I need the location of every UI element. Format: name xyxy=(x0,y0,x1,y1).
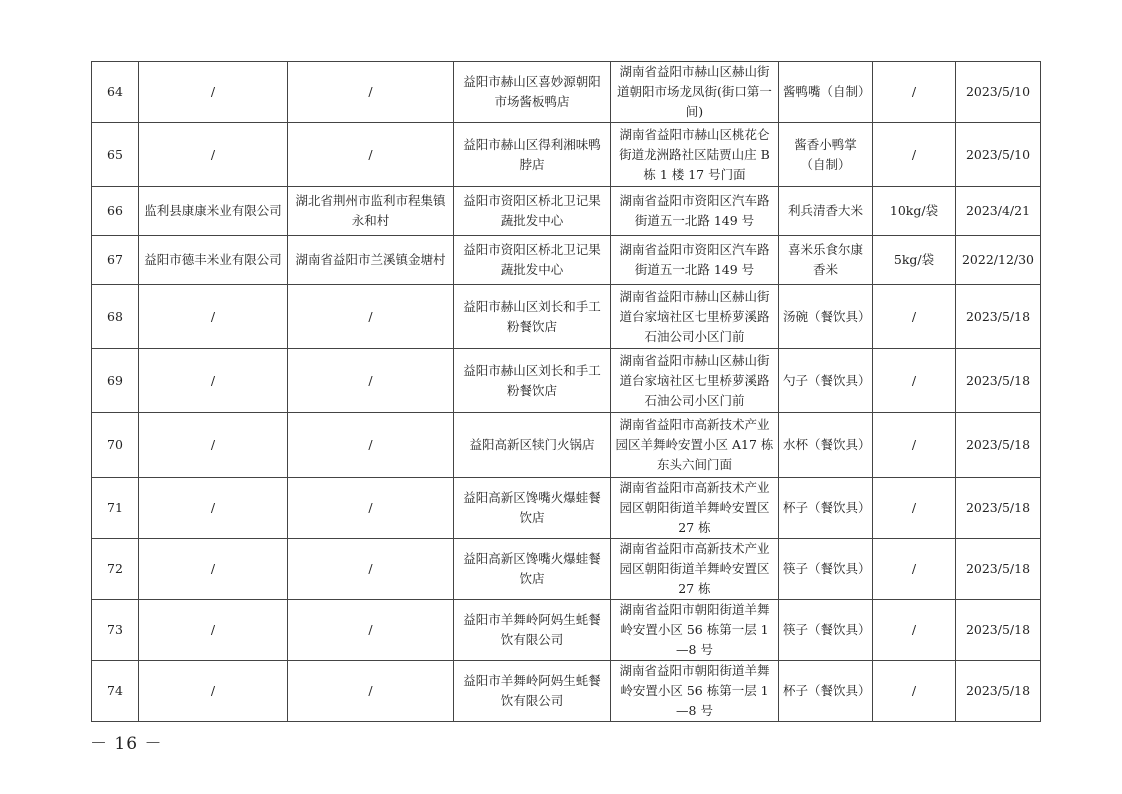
production-date-cell: 2023/5/10 xyxy=(956,123,1041,187)
product-name-cell: 喜米乐食尔康香米 xyxy=(779,236,873,285)
specification-cell: / xyxy=(873,661,956,722)
seller-name-cell: 益阳市资阳区桥北卫记果蔬批发中心 xyxy=(454,236,611,285)
row-number-cell: 70 xyxy=(92,413,139,478)
product-name-cell: 勺子（餐饮具） xyxy=(779,349,873,413)
specification-cell: / xyxy=(873,478,956,539)
seller-address-cell: 湖南省益阳市赫山区赫山街道台家垴社区七里桥萝溪路石油公司小区门前 xyxy=(611,349,779,413)
producer-address-cell: / xyxy=(288,600,454,661)
producer-address-cell: / xyxy=(288,123,454,187)
production-date-cell: 2022/12/30 xyxy=(956,236,1041,285)
row-number-cell: 66 xyxy=(92,187,139,236)
product-name-cell: 筷子（餐饮具） xyxy=(779,600,873,661)
producer-name-cell: / xyxy=(139,349,288,413)
producer-name-cell: / xyxy=(139,539,288,600)
production-date-cell: 2023/5/18 xyxy=(956,539,1041,600)
row-number-cell: 67 xyxy=(92,236,139,285)
specification-cell: 10kg/袋 xyxy=(873,187,956,236)
product-name-cell: 杯子（餐饮具） xyxy=(779,478,873,539)
seller-address-cell: 湖南省益阳市赫山区赫山街道台家垴社区七里桥萝溪路石油公司小区门前 xyxy=(611,285,779,349)
producer-name-cell: 监利县康康米业有限公司 xyxy=(139,187,288,236)
table-row xyxy=(92,187,1041,236)
table-row xyxy=(92,349,1041,413)
table-body xyxy=(92,62,1041,722)
production-date-cell: 2023/5/18 xyxy=(956,478,1041,539)
seller-name-cell: 益阳市羊舞岭阿妈生蚝餐饮有限公司 xyxy=(454,661,611,722)
table-row xyxy=(92,539,1041,600)
seller-address-cell: 湖南省益阳市资阳区汽车路街道五一北路 149 号 xyxy=(611,236,779,285)
specification-cell: 5kg/袋 xyxy=(873,236,956,285)
producer-name-cell: / xyxy=(139,413,288,478)
specification-cell: / xyxy=(873,413,956,478)
table-row xyxy=(92,413,1041,478)
production-date-cell: 2023/4/21 xyxy=(956,187,1041,236)
row-number-cell: 74 xyxy=(92,661,139,722)
producer-address-cell: / xyxy=(288,413,454,478)
specification-cell: / xyxy=(873,600,956,661)
seller-address-cell: 湖南省益阳市高新技术产业园区羊舞岭安置小区 A17 栋东头六间门面 xyxy=(611,413,779,478)
product-name-cell: 杯子（餐饮具） xyxy=(779,661,873,722)
table-row xyxy=(92,123,1041,187)
producer-address-cell: / xyxy=(288,285,454,349)
producer-name-cell: / xyxy=(139,600,288,661)
producer-address-cell: 湖北省荆州市监利市程集镇永和村 xyxy=(288,187,454,236)
producer-name-cell: 益阳市德丰米业有限公司 xyxy=(139,236,288,285)
seller-name-cell: 益阳高新区犊门火锅店 xyxy=(454,413,611,478)
production-date-cell: 2023/5/18 xyxy=(956,285,1041,349)
product-name-cell: 酱鸭嘴（自制） xyxy=(779,62,873,123)
specification-cell: / xyxy=(873,62,956,123)
seller-name-cell: 益阳市赫山区刘长和手工粉餐饮店 xyxy=(454,285,611,349)
seller-address-cell: 湖南省益阳市赫山区赫山街道朝阳市场龙凤街(街口第一间) xyxy=(611,62,779,123)
producer-name-cell: / xyxy=(139,285,288,349)
table-row xyxy=(92,285,1041,349)
producer-name-cell: / xyxy=(139,478,288,539)
product-name-cell: 酱香小鸭掌（自制） xyxy=(779,123,873,187)
row-number-cell: 64 xyxy=(92,62,139,123)
producer-address-cell: / xyxy=(288,539,454,600)
producer-name-cell: / xyxy=(139,661,288,722)
table-row xyxy=(92,600,1041,661)
product-name-cell: 利兵清香大米 xyxy=(779,187,873,236)
seller-name-cell: 益阳高新区馋嘴火爆蛙餐饮店 xyxy=(454,478,611,539)
product-name-cell: 汤碗（餐饮具） xyxy=(779,285,873,349)
specification-cell: / xyxy=(873,349,956,413)
table-row xyxy=(92,62,1041,123)
specification-cell: / xyxy=(873,285,956,349)
seller-name-cell: 益阳市资阳区桥北卫记果蔬批发中心 xyxy=(454,187,611,236)
seller-address-cell: 湖南省益阳市朝阳街道羊舞岭安置小区 56 栋第一层 1—8 号 xyxy=(611,661,779,722)
seller-address-cell: 湖南省益阳市资阳区汽车路街道五一北路 149 号 xyxy=(611,187,779,236)
production-date-cell: 2023/5/18 xyxy=(956,413,1041,478)
product-name-cell: 筷子（餐饮具） xyxy=(779,539,873,600)
seller-name-cell: 益阳市赫山区喜妙源朝阳市场酱板鸭店 xyxy=(454,62,611,123)
producer-address-cell: 湖南省益阳市兰溪镇金塘村 xyxy=(288,236,454,285)
table-row xyxy=(92,661,1041,722)
producer-address-cell: / xyxy=(288,478,454,539)
row-number-cell: 73 xyxy=(92,600,139,661)
producer-name-cell: / xyxy=(139,62,288,123)
production-date-cell: 2023/5/18 xyxy=(956,349,1041,413)
production-date-cell: 2023/5/10 xyxy=(956,62,1041,123)
specification-cell: / xyxy=(873,123,956,187)
seller-address-cell: 湖南省益阳市高新技术产业园区朝阳街道羊舞岭安置区 27 栋 xyxy=(611,478,779,539)
production-date-cell: 2023/5/18 xyxy=(956,661,1041,722)
seller-name-cell: 益阳高新区馋嘴火爆蛙餐饮店 xyxy=(454,539,611,600)
table-row xyxy=(92,478,1041,539)
row-number-cell: 69 xyxy=(92,349,139,413)
seller-name-cell: 益阳市赫山区得利湘味鸭脖店 xyxy=(454,123,611,187)
producer-name-cell: / xyxy=(139,123,288,187)
table-row xyxy=(92,236,1041,285)
seller-name-cell: 益阳市赫山区刘长和手工粉餐饮店 xyxy=(454,349,611,413)
specification-cell: / xyxy=(873,539,956,600)
producer-address-cell: / xyxy=(288,349,454,413)
seller-address-cell: 湖南省益阳市高新技术产业园区朝阳街道羊舞岭安置区 27 栋 xyxy=(611,539,779,600)
producer-address-cell: / xyxy=(288,62,454,123)
row-number-cell: 65 xyxy=(92,123,139,187)
seller-address-cell: 湖南省益阳市赫山区桃花仑街道龙洲路社区陆贾山庄 B 栋 1 楼 17 号门面 xyxy=(611,123,779,187)
sampling-results-table xyxy=(91,61,1041,722)
seller-address-cell: 湖南省益阳市朝阳街道羊舞岭安置小区 56 栋第一层 1—8 号 xyxy=(611,600,779,661)
producer-address-cell: / xyxy=(288,661,454,722)
row-number-cell: 68 xyxy=(92,285,139,349)
row-number-cell: 72 xyxy=(92,539,139,600)
production-date-cell: 2023/5/18 xyxy=(956,600,1041,661)
row-number-cell: 71 xyxy=(92,478,139,539)
product-name-cell: 水杯（餐饮具） xyxy=(779,413,873,478)
seller-name-cell: 益阳市羊舞岭阿妈生蚝餐饮有限公司 xyxy=(454,600,611,661)
page-number: － 16 － xyxy=(90,734,163,754)
